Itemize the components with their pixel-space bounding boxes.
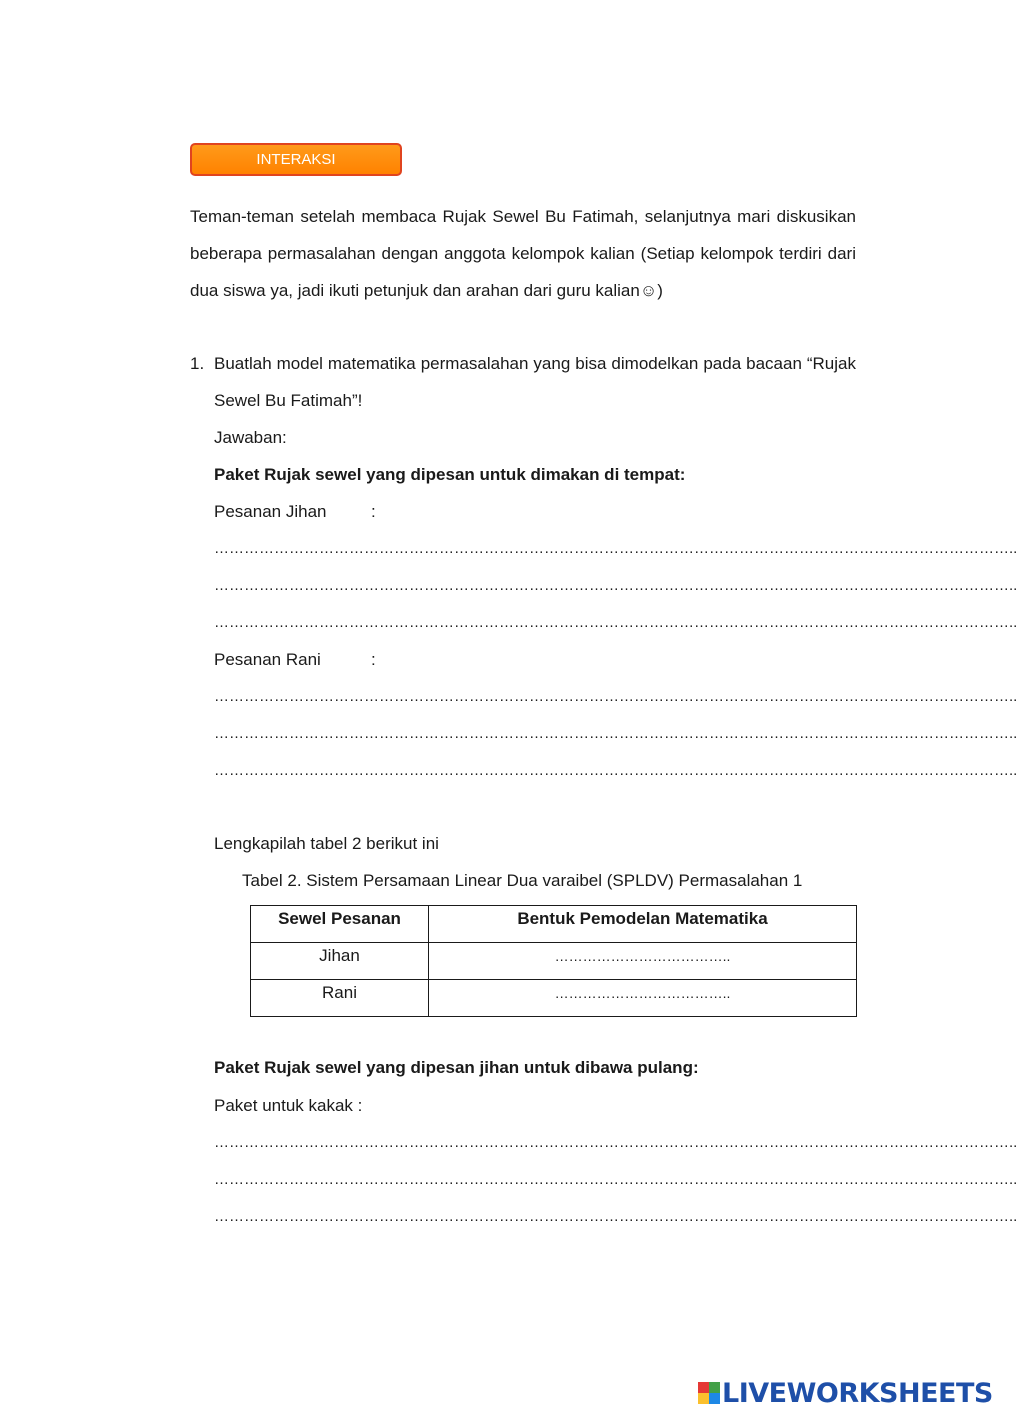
interaksi-badge: INTERAKSI [190,143,402,176]
section-heading-takeaway: Paket Rujak sewel yang dipesan jihan untuk dibawa pulang: [214,1058,699,1077]
liveworksheets-logo-text: LIVEWORKSHEETS [722,1377,993,1409]
row-jihan-model-field[interactable]: ……………………………….. [429,943,857,980]
jihan-colon: : [371,502,376,521]
jihan-order-label: Pesanan Jihan [214,502,327,521]
table-row [251,943,857,980]
rani-order-label: Pesanan Rani [214,650,321,669]
logo-square-blue [709,1393,720,1404]
table-instruction: Lengkapilah tabel 2 berikut ini [214,834,439,853]
liveworksheets-logo [698,1377,993,1409]
rani-answer-line-3[interactable]: …………………………………………………………………………………………………………………………………………….. [214,762,1017,779]
logo-square-green [709,1382,720,1393]
jihan-answer-line-3[interactable]: …………………………………………………………………………………………………………………………………………….. [214,614,1017,631]
splldv-table [250,905,857,1017]
row-jihan-name: Jihan [251,943,429,980]
table-caption: Tabel 2. Sistem Persamaan Linear Dua varaibel (SPLDV) Permasalahan 1 [242,871,803,890]
table-row [251,980,857,1017]
row-rani-model-field[interactable]: ……………………………….. [429,980,857,1017]
header-bentuk-pemodelan: Bentuk Pemodelan Matematika [429,906,857,943]
rani-colon: : [371,650,376,669]
liveworksheets-logo-icon [698,1382,720,1404]
answer-label: Jawaban: [214,428,287,447]
section-heading-dine-in: Paket Rujak sewel yang dipesan untuk dimakan di tempat: [214,465,686,484]
rani-answer-line-2[interactable]: …………………………………………………………………………………………………………………………………………….. [214,725,1017,742]
question-text: Buatlah model matematika permasalahan yang bisa dimodelkan pada bacaan “Rujak Sewel Bu Fatimah”! [214,354,856,410]
intro-paragraph: Teman-teman setelah membaca Rujak Sewel Bu Fatimah, selanjutnya mari diskusikan beberapa permasalahan dengan anggota kelompok kalian (Setiap kelompok terdiri dari dua siswa ya, jadi ikuti petunjuk dan arahan dari guru kalian☺) [190,207,856,300]
header-sewel-pesanan: Sewel Pesanan [251,906,429,943]
logo-square-yellow [698,1393,709,1404]
table-header-row [251,906,857,943]
kakak-package-label: Paket untuk kakak : [214,1096,363,1115]
kakak-answer-line-1[interactable]: …………………………………………………………………………………………………………………………………………….. [214,1134,1017,1151]
row-rani-name: Rani [251,980,429,1017]
jihan-answer-line-1[interactable]: …………………………………………………………………………………………………………………………………………….. [214,540,1017,557]
logo-square-red [698,1382,709,1393]
question-number: 1. [190,354,205,373]
jihan-answer-line-2[interactable]: …………………………………………………………………………………………………………………………………………….. [214,577,1017,594]
kakak-answer-line-2[interactable]: …………………………………………………………………………………………………………………………………………….. [214,1171,1017,1188]
kakak-answer-line-3[interactable]: …………………………………………………………………………………………………………………………………………….. [214,1208,1017,1225]
rani-answer-line-1[interactable]: …………………………………………………………………………………………………………………………………………….. [214,688,1017,705]
